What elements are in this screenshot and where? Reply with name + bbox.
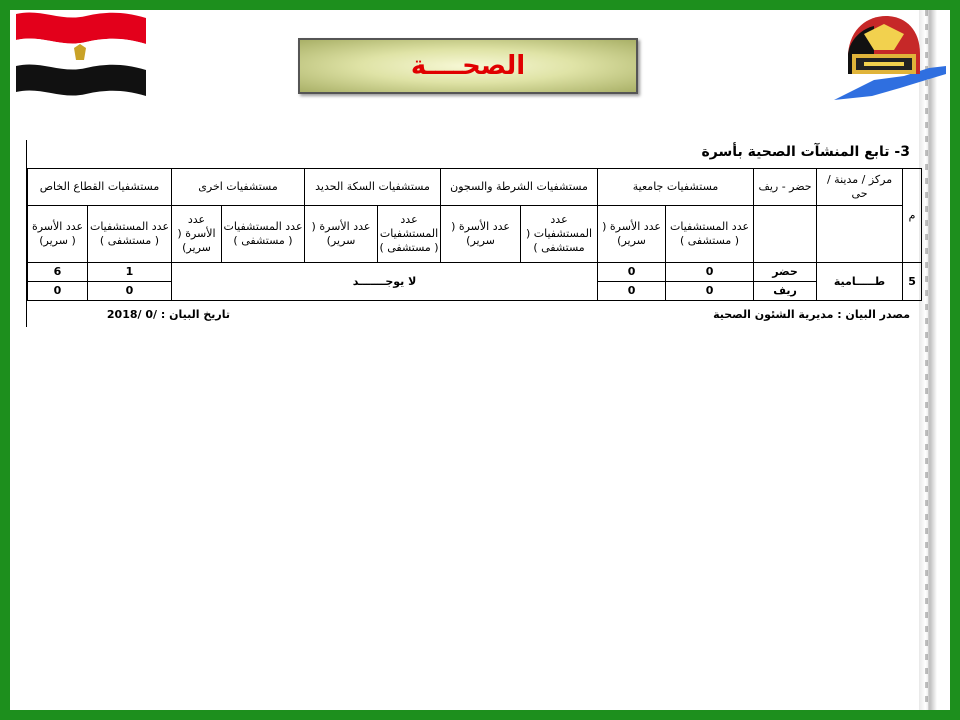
table-subheader-row [28, 206, 922, 263]
area-cell: حضر [754, 263, 817, 282]
subheader-num-hospitals: عدد المستشفيات ( مستشفى ) [521, 206, 598, 263]
cell-private-beds: 0 [28, 282, 88, 301]
cell-private-hospitals: 0 [88, 282, 172, 301]
header-police-prison-hospitals: مستشفيات الشرطة والسجون [441, 169, 598, 206]
table-header-row [28, 169, 922, 206]
header-railway-hospitals: مستشفيات السكة الحديد [305, 169, 441, 206]
header-district: مركز / مدينة / حى [817, 169, 903, 206]
header-university-hospitals: مستشفيات جامعية [598, 169, 754, 206]
egypt-flag-icon [16, 8, 146, 100]
cell-univ-hospitals: 0 [666, 282, 754, 301]
subheader-num-hospitals: عدد المستشفيات ( مستشفى ) [222, 206, 305, 263]
data-date-note: تاريخ البيان : /0 /2018 [106, 308, 230, 321]
row-number: 5 [903, 263, 922, 301]
subheader-num-hospitals: عدد المستشفيات ( مستشفى ) [378, 206, 441, 263]
subheader-num-hospitals: عدد المستشفيات ( مستشفى ) [666, 206, 754, 263]
header-urban-rural: حضر - ريف [754, 169, 817, 206]
subheader-empty [817, 206, 903, 263]
hospitals-table [27, 168, 922, 301]
data-source-note: مصدر البيان : مديرية الشئون الصحية [713, 308, 910, 321]
subheader-num-beds: عدد الأسرة ( سرير) [28, 206, 88, 263]
cell-private-beds: 6 [28, 263, 88, 282]
decorative-film-strip [919, 10, 937, 710]
subheader-num-beds: عدد الأسرة ( سرير) [172, 206, 222, 263]
subheader-num-beds: عدد الأسرة ( سرير) [305, 206, 378, 263]
slide-background [10, 10, 950, 710]
header-other-hospitals: مستشفيات اخرى [172, 169, 305, 206]
page-title: الصحــــة [410, 51, 526, 81]
subheader-num-beds: عدد الأسرة ( سرير) [598, 206, 666, 263]
section-title: 3- تابع المنشآت الصحية بأسرة [701, 144, 910, 160]
page-title-banner [298, 38, 638, 94]
subheader-num-hospitals: عدد المستشفيات ( مستشفى ) [88, 206, 172, 263]
cell-univ-beds: 0 [598, 263, 666, 282]
table-row [28, 263, 922, 282]
subheader-num-beds: عدد الأسرة ( سرير) [441, 206, 521, 263]
district-name: طـــــامية [817, 263, 903, 301]
header-m: م [903, 169, 922, 263]
header-private-hospitals: مستشفيات القطاع الخاص [28, 169, 172, 206]
cell-univ-beds: 0 [598, 282, 666, 301]
cell-univ-hospitals: 0 [666, 263, 754, 282]
cell-private-hospitals: 1 [88, 263, 172, 282]
governorate-logo-icon [834, 10, 946, 105]
subheader-empty [754, 206, 817, 263]
none-cell: لا يوجـــــــد [172, 263, 598, 301]
area-cell: ريف [754, 282, 817, 301]
